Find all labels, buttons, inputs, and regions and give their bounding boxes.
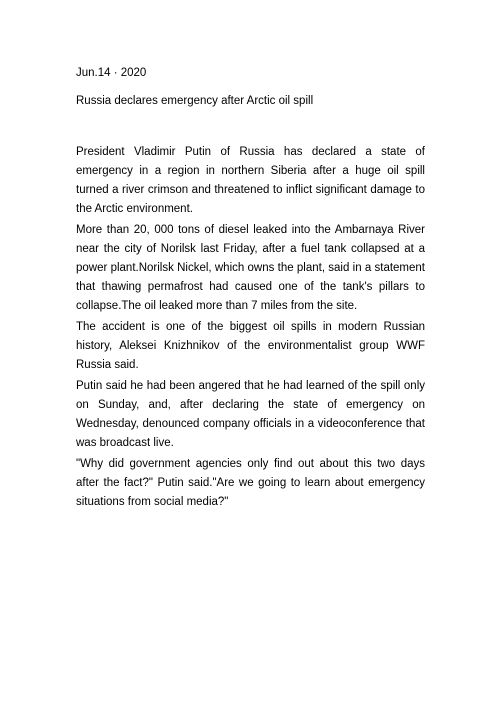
paragraph-1: President Vladimir Putin of Russia has declared a state of emergency in a region in northern Siberia after a huge oil spill turned a river crimson and threatened to inflict significant damage to the Arctic environment. — [76, 146, 425, 215]
paragraph-5: "Why did government agencies only find out about this two days after the fact?" Putin said."Are we going to learn about emergency situations from social media?" — [76, 458, 425, 508]
paragraph-3: The accident is one of the biggest oil spills in modern Russian history, Aleksei Knizhnikov of the environmentalist group WWF Russia said. — [76, 321, 425, 371]
article-header — [76, 66, 426, 108]
paragraph-2: More than 20, 000 tons of diesel leaked into the Ambarnaya River near the city of Norilsk last Friday, after a fuel tank collapsed at a power plant.Norilsk Nickel, which owns the plant, said in a statement that thawing permafrost had caused one of the tank's pillars to collapse.The oil leaked more than 7 miles from the site. — [76, 224, 425, 312]
article-headline: Russia declares emergency after Arctic oil spill — [76, 95, 314, 107]
paragraph-4: Putin said he had been angered that he had learned of the spill only on Sunday, and, after declaring the state of emergency on Wednesday, denounced company officials in a videoconference that was broadcast live. — [76, 380, 425, 449]
article-date: Jun.14 · 2020 — [76, 67, 147, 79]
article-body — [76, 143, 425, 514]
